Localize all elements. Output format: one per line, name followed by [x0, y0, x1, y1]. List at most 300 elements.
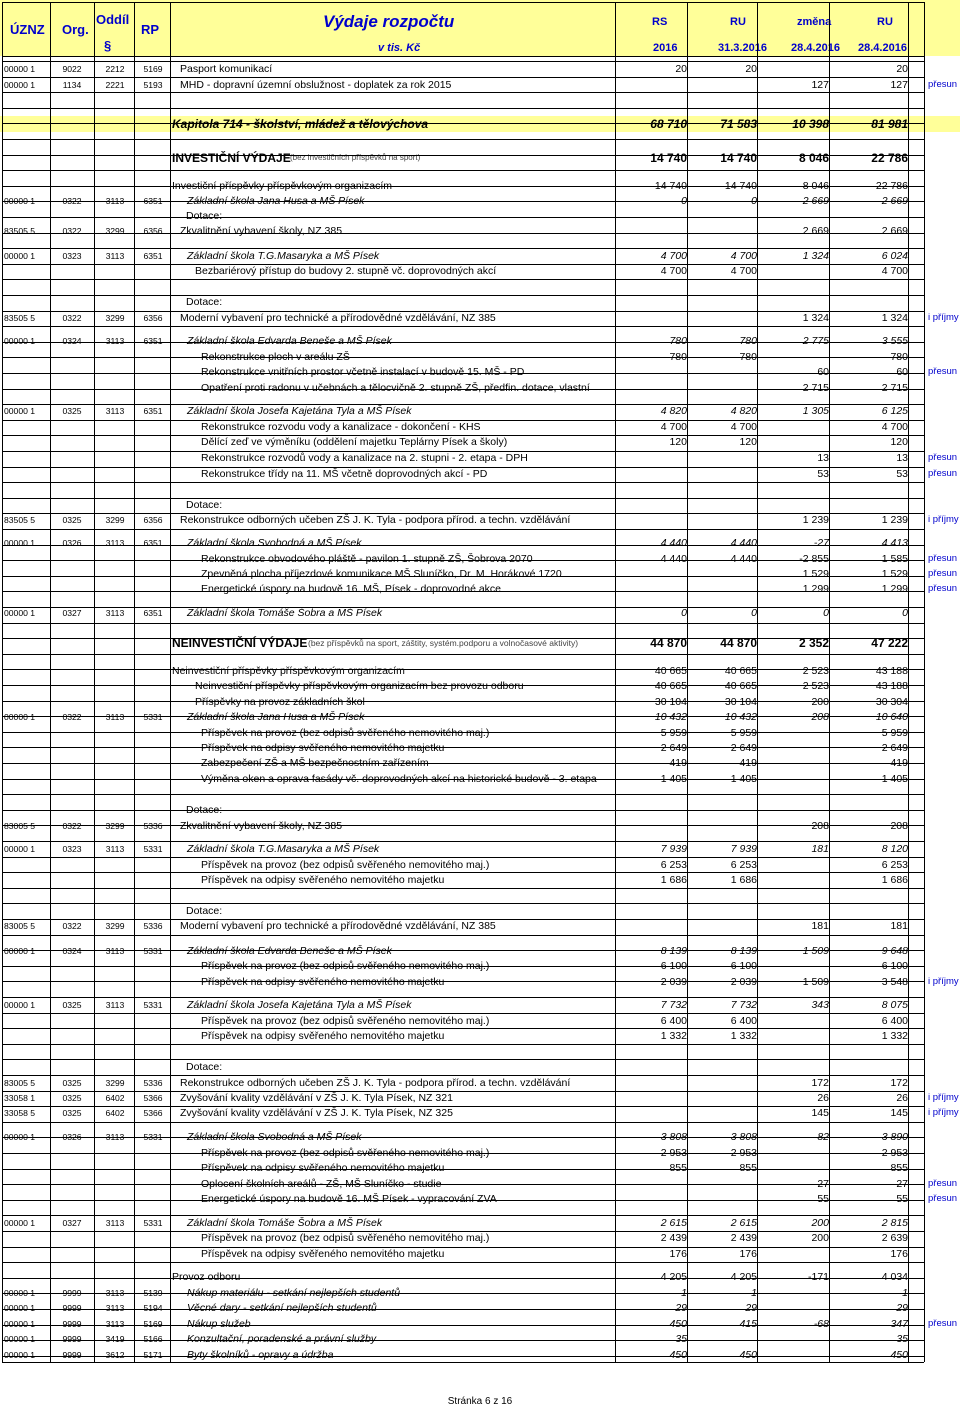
paragraph-code: 3299	[105, 821, 125, 831]
row-divider	[2, 108, 924, 109]
paragraph-code: 3113	[105, 1319, 125, 1329]
table-row	[0, 943, 960, 959]
rs-2016-value: 0	[681, 195, 687, 207]
row-label: Konzultační, poradenské a právní služby	[187, 1333, 377, 1345]
row-divider	[2, 1137, 924, 1138]
change-value: 208	[811, 711, 829, 723]
row-label: Příspěvky na provoz základních škol	[195, 696, 365, 708]
row-label: Příspěvek na provoz (bez odpisů svěřeného nemovitého maj.)	[201, 1015, 490, 1027]
header-units: v tis. Kč	[378, 42, 421, 54]
change-value: 1 509	[802, 945, 829, 957]
row-note: přesun	[928, 553, 958, 564]
uznz-code: 00000 1	[4, 538, 36, 548]
ru-31-3-value	[687, 450, 757, 466]
header-ru1: RU	[730, 16, 746, 28]
row-divider	[2, 1091, 924, 1092]
change-value: 8 046	[802, 180, 829, 192]
change-value	[759, 1300, 829, 1316]
row-note: i příjmy	[928, 976, 959, 987]
row-label: Základní škola Tomáše Šobra a MŠ Písek	[187, 1217, 383, 1229]
table-row	[0, 1230, 960, 1246]
rs-2016-value: 14 740	[654, 180, 687, 192]
row-note: přesun	[928, 366, 958, 377]
rs-2016-value: 4 820	[660, 405, 687, 417]
row-divider	[2, 170, 924, 171]
item-code: 5366	[143, 1108, 163, 1118]
row-label: Rekonstrukce rozvodů vody a kanalizace na 2. stupni - 2. etapa - DPH	[201, 452, 528, 464]
row-divider	[2, 747, 924, 748]
rs-2016-value: 0	[681, 607, 687, 619]
column-divider	[687, 2, 688, 1362]
row-divider	[2, 513, 924, 514]
ru-31-3-value: 44 870	[720, 636, 757, 650]
change-value: 2 669	[802, 195, 829, 207]
row-divider	[2, 139, 924, 140]
paragraph-code: 2212	[105, 64, 125, 74]
uznz-code: 00000 1	[4, 336, 36, 346]
paragraph-code: 3113	[105, 1303, 125, 1313]
row-label: Základní škola Josefa Kajetána Tyla a MŠ Písek	[187, 999, 412, 1011]
table-row	[0, 1059, 960, 1075]
row-label: Příspěvek na odpisy svěřeného nemovitého majetku	[201, 1248, 445, 1260]
header-org: Org.	[62, 22, 89, 37]
row-divider	[2, 716, 924, 717]
ru-31-3-value: 1 332	[730, 1030, 757, 1042]
ru-31-3-value: 450	[739, 1349, 757, 1361]
column-divider	[134, 2, 135, 1362]
row-divider	[2, 545, 924, 546]
rs-2016-value	[617, 818, 687, 834]
row-label: Příspěvek na odpisy svěřeného nemovitého majetku	[201, 1162, 445, 1174]
row-label: Rekonstrukce odborných učeben ZŠ J. K. Tyla - podpora přírod. a techn. vzdělávání	[180, 514, 571, 526]
ru-31-3-value	[687, 512, 757, 528]
ru-31-3-value	[687, 364, 757, 380]
rs-2016-value: 855	[669, 1162, 687, 1174]
uznz-code: 00000 1	[4, 1132, 36, 1142]
ru-31-3-value	[687, 223, 757, 239]
row-note: přesun	[928, 79, 958, 90]
column-divider	[50, 2, 51, 1362]
rs-2016-value: 4 700	[660, 421, 687, 433]
rs-2016-value: 4 700	[660, 265, 687, 277]
uznz-code: 00000 1	[4, 1000, 36, 1010]
paragraph-code: 3299	[105, 313, 125, 323]
row-label: NEINVESTIČNÍ VÝDAJE	[172, 636, 308, 650]
ru-28-4-value: 6 024	[881, 250, 908, 262]
row-divider	[2, 92, 924, 93]
ru-31-3-value: 4 700	[730, 265, 757, 277]
ru-28-4-value: 1 324	[881, 312, 908, 324]
org-code: 0323	[62, 844, 82, 854]
table-row	[0, 1075, 960, 1091]
row-divider	[2, 732, 924, 733]
org-code: 0325	[62, 515, 82, 525]
row-divider	[2, 201, 924, 202]
rs-2016-value	[617, 466, 687, 482]
rs-2016-value	[617, 380, 687, 396]
ru-31-3-value: 1	[751, 1287, 757, 1299]
ru-31-3-value: 40 665	[724, 665, 757, 677]
row-divider	[2, 560, 924, 561]
change-value	[759, 1160, 829, 1176]
ru-31-3-value: 20	[745, 63, 757, 75]
row-note: přesun	[928, 1318, 958, 1329]
paragraph-code: 3299	[105, 226, 125, 236]
row-label: Nákup služeb	[187, 1318, 251, 1330]
rs-2016-value: 2 439	[660, 1232, 687, 1244]
row-label: Oplocení školních areálů - ZŠ, MŠ Sluníčko - studie	[201, 1178, 442, 1190]
rs-2016-value	[617, 1191, 687, 1207]
row-divider	[2, 264, 924, 265]
org-code: 0327	[62, 1218, 82, 1228]
row-label: Příspěvek na odpisy svěřeného nemovitého majetku	[201, 742, 445, 754]
paragraph-code: 3113	[105, 196, 125, 206]
row-label: Příspěvek na provoz (bez odpisů svěřeného nemovitého maj.)	[201, 960, 490, 972]
table-row	[0, 694, 960, 710]
rs-2016-value: 68 710	[650, 117, 687, 131]
table-row	[0, 310, 960, 326]
item-code: 5171	[143, 1350, 163, 1360]
row-label: Zabezpečení ZŠ a MŠ bezpečnostním zařízením	[201, 757, 429, 769]
row-divider	[2, 1262, 924, 1263]
header-zmena-date: 28.4.2016	[791, 42, 840, 54]
rs-2016-value	[617, 512, 687, 528]
table-row	[0, 1300, 960, 1316]
ru-28-4-value: 29	[896, 1302, 908, 1314]
uznz-code: 00000 1	[4, 608, 36, 618]
table-row	[0, 419, 960, 435]
row-divider	[2, 1362, 924, 1363]
ru-28-4-value: 4 700	[881, 421, 908, 433]
ru-31-3-value: 2 439	[730, 1232, 757, 1244]
uznz-code: 00000 1	[4, 1334, 36, 1344]
org-code: 0325	[62, 406, 82, 416]
ru-28-4-value: 208	[890, 820, 908, 832]
table-row	[0, 434, 960, 450]
row-divider	[2, 1013, 924, 1014]
row-divider	[2, 576, 924, 577]
paragraph-code: 3113	[105, 844, 125, 854]
row-divider	[2, 186, 924, 187]
rs-2016-value	[617, 223, 687, 239]
table-header	[0, 0, 960, 56]
table-row	[0, 997, 960, 1013]
ru-31-3-value: 4 700	[730, 250, 757, 262]
column-divider	[924, 2, 925, 1362]
row-divider	[2, 1169, 924, 1170]
rs-2016-value: 176	[669, 1248, 687, 1260]
row-label: Neinvestiční příspěvky příspěvkovým organizacím bez provozu odboru	[195, 680, 524, 692]
row-divider	[2, 623, 924, 624]
row-label: Rekonstrukce třídy na 11. MŠ včetně doprovodných akcí - PD	[201, 468, 488, 480]
paragraph-code: 3113	[105, 1000, 125, 1010]
table-row	[0, 466, 960, 482]
org-code: 0324	[62, 946, 82, 956]
header-rp: RP	[141, 22, 160, 37]
change-value: -171	[807, 1271, 829, 1283]
row-label: Pasport komunikací	[180, 63, 273, 75]
ru-28-4-value: 53	[896, 468, 908, 480]
org-code: 0323	[62, 251, 82, 261]
table-row	[0, 77, 960, 93]
ru-28-4-value: 1	[902, 1287, 908, 1299]
row-divider	[2, 669, 924, 670]
row-label: Zvyšování kvality vzdělávání v ZŠ J. K. Tyla Písek, NZ 325	[180, 1107, 453, 1119]
rs-2016-value: 450	[669, 1349, 687, 1361]
change-value	[759, 857, 829, 873]
row-label: Rekonstrukce ploch v areálu ZŠ	[201, 351, 350, 363]
org-code: 0322	[62, 226, 82, 236]
org-code: 0324	[62, 336, 82, 346]
row-label: Příspěvek na provoz (bez odpisů svěřeného nemovitého maj.)	[201, 727, 490, 739]
rs-2016-value: 6 100	[660, 960, 687, 972]
change-value: 8 046	[798, 151, 829, 165]
org-code: 9999	[62, 1303, 82, 1313]
row-note: přesun	[928, 583, 958, 594]
paragraph-code: 3113	[105, 251, 125, 261]
item-code: 5169	[143, 64, 163, 74]
row-label: Rekonstrukce odborných učeben ZŠ J. K. Tyla - podpora přírod. a techn. vzdělávání	[180, 1077, 571, 1089]
row-divider	[2, 857, 924, 858]
table-row	[0, 566, 960, 582]
column-divider	[615, 2, 616, 1362]
ru-28-4-value: 2 715	[881, 382, 908, 394]
ru-31-3-value: 0	[751, 195, 757, 207]
ru-31-3-value: 855	[739, 1162, 757, 1174]
row-divider	[2, 389, 924, 390]
row-label: Byty školníků - opravy a údržba	[187, 1349, 334, 1361]
uznz-code: 00000 1	[4, 80, 36, 90]
ru-31-3-value: 0	[751, 607, 757, 619]
row-divider	[2, 1153, 924, 1154]
uznz-code: 83005 5	[4, 921, 36, 931]
table-row	[0, 450, 960, 466]
item-code: 5366	[143, 1093, 163, 1103]
rs-2016-value: 1 686	[660, 874, 687, 886]
row-label: Nákup materiálu - setkání nejlepších studentů	[187, 1287, 401, 1299]
row-label: INVESTIČNÍ VÝDAJE	[172, 151, 291, 165]
ru-28-4-value: 13	[896, 452, 908, 464]
item-code: 6351	[143, 196, 163, 206]
org-code: 9999	[62, 1319, 82, 1329]
rs-2016-value: 8 139	[660, 945, 687, 957]
ru-28-4-value: 2 815	[881, 1217, 908, 1229]
dotace-label: Dotace:	[186, 905, 223, 917]
row-label: Základní škola Svobodná a MŠ Písek	[187, 537, 362, 549]
org-code: 9999	[62, 1288, 82, 1298]
paragraph-code: 3299	[105, 921, 125, 931]
table-row	[0, 1028, 960, 1044]
ru-28-4-value: 5 959	[881, 727, 908, 739]
ru-31-3-value: 120	[739, 436, 757, 448]
row-divider	[2, 326, 924, 327]
header-uznz: ÚZNZ	[10, 22, 45, 37]
table-row	[0, 333, 960, 349]
rs-2016-value	[617, 450, 687, 466]
rs-2016-value: 40 665	[654, 680, 687, 692]
ru-28-4-value: 22 786	[875, 180, 908, 192]
item-code: 6351	[143, 538, 163, 548]
rs-2016-value: 2 615	[660, 1217, 687, 1229]
row-divider	[2, 482, 924, 483]
ru-31-3-value: 2 649	[730, 742, 757, 754]
table-row	[0, 535, 960, 551]
change-value: 1 305	[802, 405, 829, 417]
ru-28-4-value: 8 075	[881, 999, 908, 1011]
item-code: 5139	[143, 1288, 163, 1298]
uznz-code: 83505 5	[4, 313, 36, 323]
uznz-code: 00000 1	[4, 1350, 36, 1360]
ru-28-4-value: 8 120	[881, 843, 908, 855]
change-value: 13	[817, 452, 829, 464]
paragraph-code: 6402	[105, 1108, 125, 1118]
ru-31-3-value: 5 959	[730, 727, 757, 739]
table-row	[0, 248, 960, 264]
ru-28-4-value: 1 585	[881, 553, 908, 565]
ru-28-4-value: 30 304	[875, 696, 908, 708]
paragraph-code: 3113	[105, 712, 125, 722]
row-sublabel: (bez příspěvků na sport, záštity, systém.podporu a volnočasové aktivity)	[308, 638, 579, 648]
ru-31-3-value: 4 205	[730, 1271, 757, 1283]
ru-31-3-value: 3 808	[730, 1131, 757, 1143]
item-code: 5331	[143, 1218, 163, 1228]
ru-28-4-value: 4 034	[881, 1271, 908, 1283]
row-divider	[2, 373, 924, 374]
row-divider	[2, 981, 924, 982]
rs-2016-value: 44 870	[650, 636, 687, 650]
rs-2016-value: 1 405	[660, 773, 687, 785]
ru-28-4-value: 347	[890, 1318, 908, 1330]
rs-2016-value: 120	[669, 436, 687, 448]
ru-28-4-value: 22 786	[871, 151, 908, 165]
row-label: Základní škola Tomáše Šobra a MŠ Písek	[187, 607, 383, 619]
row-note: přesun	[928, 468, 958, 479]
row-note: i příjmy	[928, 1092, 959, 1103]
ru-28-4-value: 1 686	[881, 874, 908, 886]
ru-31-3-value: 40 665	[724, 680, 757, 692]
item-code: 6356	[143, 515, 163, 525]
row-divider	[2, 279, 924, 280]
item-code: 5336	[143, 1078, 163, 1088]
row-note: přesun	[928, 452, 958, 463]
row-label: Základní škola Jana Husa a MŠ Písek	[187, 195, 365, 207]
org-code: 9999	[62, 1334, 82, 1344]
row-divider	[2, 1184, 924, 1185]
ru-31-3-value: 2 953	[730, 1147, 757, 1159]
change-value	[759, 1246, 829, 1262]
change-value	[759, 872, 829, 888]
item-code: 5336	[143, 921, 163, 931]
change-value: 172	[811, 1077, 829, 1089]
org-code: 0325	[62, 1078, 82, 1088]
change-value	[759, 1013, 829, 1029]
rs-2016-value: 29	[675, 1302, 687, 1314]
rs-2016-value: 4 440	[660, 553, 687, 565]
org-code: 0325	[62, 1093, 82, 1103]
header-ru2: RU	[877, 16, 893, 28]
item-code: 5331	[143, 712, 163, 722]
row-divider	[2, 404, 924, 405]
uznz-code: 83005 5	[4, 1078, 36, 1088]
row-divider	[2, 638, 924, 639]
ru-31-3-value: 4 820	[730, 405, 757, 417]
ru-28-4-value: 6 253	[881, 859, 908, 871]
org-code: 0325	[62, 1000, 82, 1010]
row-divider	[2, 1215, 924, 1216]
change-value: 181	[811, 920, 829, 932]
row-divider	[2, 1044, 924, 1045]
org-code: 0326	[62, 538, 82, 548]
ru-31-3-value	[687, 77, 757, 93]
ru-28-4-value: 2 649	[881, 742, 908, 754]
table-row	[0, 1105, 960, 1121]
item-code: 6356	[143, 313, 163, 323]
rs-2016-value: 419	[669, 757, 687, 769]
item-code: 5166	[143, 1334, 163, 1344]
row-divider	[2, 2, 924, 3]
ru-28-4-value: 780	[890, 351, 908, 363]
ru-31-3-value	[687, 1191, 757, 1207]
rs-2016-value: 6 253	[660, 859, 687, 871]
ru-31-3-value: 176	[739, 1248, 757, 1260]
header-rs-year: 2016	[653, 42, 678, 54]
ru-28-4-value: 2 639	[881, 1232, 908, 1244]
paragraph-code: 3113	[105, 1288, 125, 1298]
table-row	[0, 263, 960, 279]
row-label: Příspěvek na odpisy svěřeného nemovitého majetku	[201, 874, 445, 886]
row-divider	[2, 311, 924, 312]
ru-31-3-value: 780	[739, 351, 757, 363]
row-divider	[2, 61, 924, 62]
change-value: 55	[817, 1193, 829, 1205]
row-divider	[2, 966, 924, 967]
table-row	[0, 818, 960, 834]
table-row	[0, 1160, 960, 1176]
row-divider	[2, 295, 924, 296]
rs-2016-value: 10 432	[654, 711, 687, 723]
ru-28-4-value: 3 890	[881, 1131, 908, 1143]
rs-2016-value: 780	[669, 335, 687, 347]
item-code: 6351	[143, 406, 163, 416]
row-divider	[2, 1028, 924, 1029]
row-divider	[2, 1200, 924, 1201]
rs-2016-value: 6 400	[660, 1015, 687, 1027]
ru-31-3-value	[687, 581, 757, 597]
ru-28-4-value: 47 222	[871, 636, 908, 650]
row-divider	[2, 56, 924, 57]
ru-28-4-value: 35	[896, 1333, 908, 1345]
table-row	[0, 841, 960, 857]
table-row	[0, 364, 960, 380]
change-value: 200	[811, 1232, 829, 1244]
change-value: 10 398	[792, 117, 829, 131]
row-divider	[2, 654, 924, 655]
change-value	[759, 1347, 829, 1363]
change-value: 1 299	[802, 583, 829, 595]
rs-2016-value: 1 332	[660, 1030, 687, 1042]
row-label: Dělící zeď ve výměníku (oddělení majetku Teplárny Písek a školy)	[201, 436, 508, 448]
table-row	[0, 1013, 960, 1029]
row-divider	[2, 841, 924, 842]
row-label: Zkvalitnění vybavení školy, NZ 385	[180, 820, 343, 832]
row-divider	[2, 420, 924, 421]
header-ru2-date: 28.4.2016	[858, 42, 907, 54]
change-value	[759, 434, 829, 450]
uznz-code: 33058 1	[4, 1093, 36, 1103]
header-paragraph: §	[104, 38, 112, 53]
change-value	[759, 419, 829, 435]
change-value: 1 239	[802, 514, 829, 526]
